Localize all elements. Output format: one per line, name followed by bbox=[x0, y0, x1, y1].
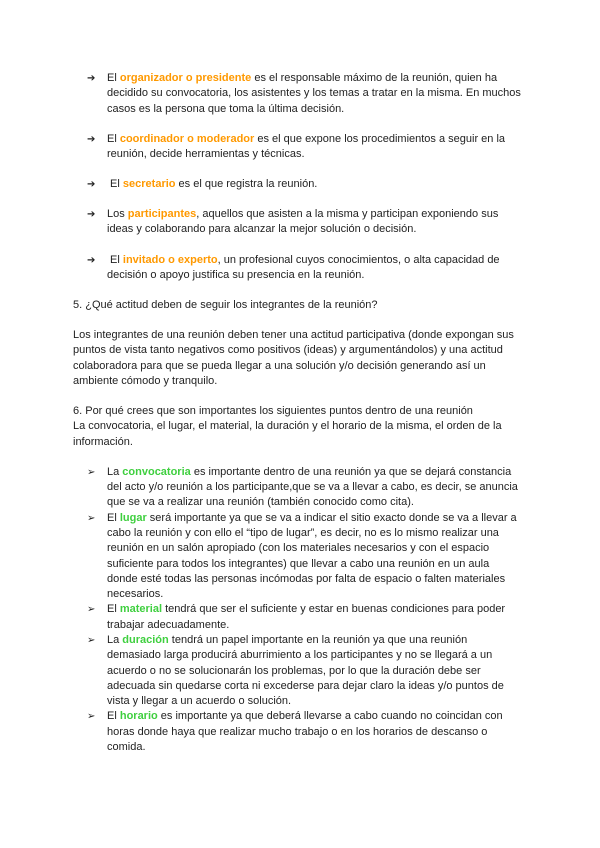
roles-list bbox=[0, 132, 600, 163]
item-line: del acto y/o reunión a los participante,que se va a llevar a cabo, es decir, se anuncia bbox=[107, 481, 518, 494]
item-line: acuerdo o no se solucionarán los problemas, por lo que la duración debe ser bbox=[107, 664, 481, 677]
arrowhead-bullet-icon: ➢ bbox=[87, 604, 96, 616]
item-line bbox=[107, 177, 600, 192]
highlight-term: duración bbox=[122, 633, 169, 646]
arrow-bullet-icon: ➔ bbox=[87, 73, 96, 84]
item-line bbox=[107, 71, 600, 86]
answer-line: ambiente cómodo y tranquilo. bbox=[73, 374, 218, 387]
roles-list bbox=[0, 71, 600, 117]
item-text: El bbox=[107, 710, 120, 723]
point-item-duracion bbox=[0, 633, 600, 709]
item-line: que se va a realizar una reunión (también conocido como cita). bbox=[107, 496, 414, 509]
item-line: casos es la persona que toma la última decisión. bbox=[107, 102, 345, 115]
item-text: , aquellos que asisten a la misma y participan exponiendo sus bbox=[196, 208, 499, 221]
role-item-guest bbox=[0, 253, 600, 284]
item-line bbox=[107, 465, 600, 480]
item-line: horas donde haya que realizar mucho trabajo o en los horarios de descanso o bbox=[107, 725, 488, 738]
question-line: 5. ¿Qué actitud deben de seguir los integrantes de la reunión? bbox=[73, 298, 378, 311]
point-item-material bbox=[0, 602, 600, 633]
highlight-term: organizador o presidente bbox=[119, 72, 252, 84]
question-line: 6. Por qué crees que son importantes los siguientes puntos dentro de una reunión bbox=[73, 405, 473, 418]
point-item-convocatoria bbox=[0, 465, 600, 511]
item-text: , un profesional cuyos conocimientos, o alta capacidad de bbox=[217, 253, 500, 266]
highlight-term: invitado o experto bbox=[122, 253, 218, 266]
answer-line: Los integrantes de una reunión deben tener una actitud participativa (donde expongan sus bbox=[73, 329, 514, 342]
question-line: información. bbox=[73, 435, 133, 448]
highlight-term: coordinador o moderador bbox=[119, 132, 255, 145]
item-line: ideas y colaborando para alcanzar la mejor solución o decisión. bbox=[107, 223, 417, 236]
item-line: cabo la reunión y con ello el “tipo de lugar”, es decir, no es lo mismo realizar una bbox=[107, 526, 499, 539]
question-line: La convocatoria, el lugar, el material, la duración y el horario de la misma, el orden de la bbox=[73, 420, 502, 433]
item-line: trabajar adecuadamente. bbox=[107, 618, 230, 631]
item-text: tendrá que ser el suficiente y estar en buenas condiciones para poder bbox=[162, 603, 506, 616]
arrowhead-bullet-icon: ➢ bbox=[87, 634, 96, 646]
highlight-term: horario bbox=[119, 710, 158, 723]
role-item-coordinator bbox=[0, 132, 600, 163]
item-text: tendrá un papel importante en la reunión ya que una reunión bbox=[168, 633, 468, 646]
point-item-horario bbox=[0, 709, 600, 755]
question-6-title bbox=[0, 404, 600, 450]
answer-line: puntos de vista tanto negativos como positivos (ideas) y argumentándolos) y una actitud bbox=[73, 344, 503, 357]
item-line: suficiente para todos los integrantes) que llevar a cabo una reunión en un aula bbox=[107, 557, 490, 570]
item-text: El bbox=[107, 511, 120, 524]
item-text: La bbox=[107, 633, 123, 646]
roles-list bbox=[0, 253, 600, 284]
arrow-bullet-icon: ➔ bbox=[87, 179, 96, 191]
highlight-term: secretario bbox=[122, 178, 176, 191]
item-text: es importante dentro de una reunión ya que se dejará constancia bbox=[190, 465, 512, 478]
question-5-title bbox=[0, 298, 600, 313]
item-text: será importante ya que se va a indicar el sitio exacto donde se va a llevar a bbox=[146, 511, 517, 524]
item-line: reunión en un salón apropiado (con los materiales necesarios y con el espacio bbox=[107, 542, 490, 555]
item-line bbox=[107, 253, 600, 268]
item-line bbox=[107, 633, 600, 648]
item-line: vista y llegar a un acuerdo o solución. bbox=[107, 695, 292, 708]
roles-list bbox=[0, 207, 600, 238]
item-text: El bbox=[107, 603, 120, 616]
item-line bbox=[107, 709, 600, 724]
item-line: donde esté todas las personas incómodas por falta de espacio o falten materiales bbox=[107, 572, 506, 585]
item-text: es el que registra la reunión. bbox=[175, 178, 318, 191]
item-line: demasiado larga producirá aburrimiento a los participantes y no se llegará a un bbox=[107, 649, 493, 662]
item-line: decidido su convocatoria, los asistentes y los temas a tratar en la misma. En muchos bbox=[107, 87, 521, 100]
role-item-organizer bbox=[0, 71, 600, 117]
item-text: El bbox=[107, 72, 120, 84]
item-line bbox=[107, 511, 600, 526]
highlight-term: convocatoria bbox=[122, 465, 191, 478]
item-text: es importante ya que deberá llevarse a cabo cuando no coincidan con bbox=[157, 710, 503, 723]
role-item-secretary bbox=[0, 177, 600, 192]
point-item-lugar bbox=[0, 511, 600, 603]
arrow-bullet-icon: ➔ bbox=[87, 254, 96, 266]
item-text: es el que expone los procedimientos a seguir en la bbox=[254, 132, 506, 145]
item-line: decisión o apoyo justifica su presencia en la reunión. bbox=[107, 268, 365, 281]
item-text: El bbox=[107, 132, 120, 145]
item-line: adecuada sin quedarse corta ni excederse para dejar claro la ideas y/o puntos de bbox=[107, 679, 504, 692]
item-line: reunión, decide herramientas y técnicas. bbox=[107, 147, 305, 160]
item-text: La bbox=[107, 465, 123, 478]
question-5-answer bbox=[0, 328, 600, 389]
arrowhead-bullet-icon: ➢ bbox=[87, 466, 96, 478]
highlight-term: participantes bbox=[127, 208, 197, 221]
roles-list bbox=[0, 177, 600, 192]
role-item-participants bbox=[0, 207, 600, 238]
item-line bbox=[107, 602, 600, 617]
item-text: es el responsable máximo de la reunión, quien ha bbox=[251, 72, 498, 84]
arrowhead-bullet-icon: ➢ bbox=[87, 711, 96, 723]
item-text: El bbox=[107, 253, 123, 266]
item-text: El bbox=[107, 178, 123, 191]
arrow-bullet-icon: ➔ bbox=[87, 133, 96, 145]
item-line: necesarios. bbox=[107, 588, 164, 601]
arrowhead-bullet-icon: ➢ bbox=[87, 512, 96, 524]
item-line: comida. bbox=[107, 741, 146, 754]
highlight-term: material bbox=[119, 603, 163, 616]
item-line bbox=[107, 207, 600, 222]
highlight-term: lugar bbox=[119, 511, 147, 524]
answer-line: colaboradora para que se pueda llegar a una solución y/o decisión generando así un bbox=[73, 359, 486, 372]
item-text: Los bbox=[107, 208, 128, 221]
points-list bbox=[0, 465, 600, 756]
item-line bbox=[107, 132, 600, 147]
arrow-bullet-icon: ➔ bbox=[87, 209, 96, 221]
